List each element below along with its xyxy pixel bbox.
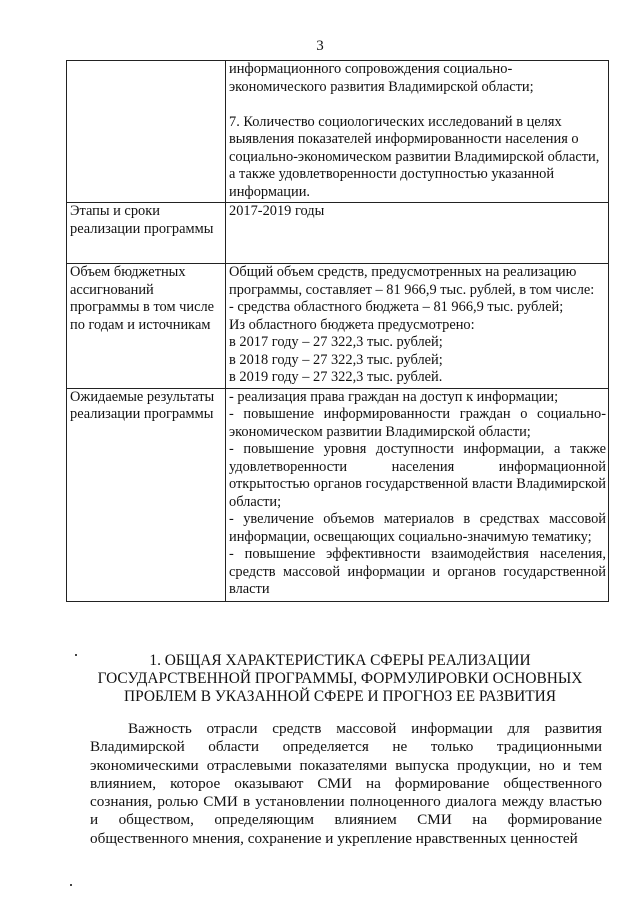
value-cell (226, 388, 609, 601)
label-cell (67, 61, 226, 203)
scan-speck (70, 884, 72, 886)
value-cell (226, 203, 609, 264)
table-row (67, 203, 609, 264)
section-heading: 1. ОБЩАЯ ХАРАКТЕРИСТИКА СФЕРЫ РЕАЛИЗАЦИИ ГОСУДАРСТВЕННОЙ ПРОГРАММЫ, ФОРМУЛИРОВКИ ОСНОВНЫХ ПРОБЛЕМ В УКАЗАННОЙ СФЕРЕ И ПРОГНОЗ ЕЕ РАЗВИТИЯ (97, 652, 583, 705)
row-value: 2017-2019 годы (229, 203, 325, 219)
program-passport-table (66, 60, 609, 602)
continuation-line: информационного сопровождения социально- (229, 61, 513, 77)
result-bullet: - повышение информированности граждан о социально-экономическом развитии Владимирской области; (229, 406, 606, 440)
indicator-item-7: 7. Количество социологических исследований в целях выявления показателей информированности населения о социально-экономическом развитии Владимирской области, а также удовлетворенности доступностью указанной информации. (229, 113, 600, 200)
row-label: Ожидаемые результаты реализации программы (70, 388, 215, 422)
result-bullet: - реализация права граждан на доступ к информации; (229, 388, 559, 405)
result-bullet: - повышение эффективности взаимодействия населения, средств массовой информации и органов государственной власти (229, 546, 606, 597)
funding-line: Общий объем средств, предусмотренных на реализацию программы, составляет – 81 966,9 тыс. рублей, в том числе: (229, 264, 595, 298)
scan-speck (75, 654, 77, 656)
label-cell (67, 388, 226, 601)
table-row (67, 264, 609, 389)
continuation-line: экономического развития Владимирской области; (229, 78, 534, 95)
funding-line: - средства областного бюджета – 81 966,9 тыс. рублей; (229, 299, 564, 315)
section-paragraph: Важность отрасли средств массовой информации для развития Владимирской области определяется не только традиционными экономическими отраслевыми показателями выпуска продукции, но и тем влиянием, которое оказывают СМИ на формирование общественного сознания, ролью СМИ в установлении полноценного диалога между властью и обществом, определяющим влиянием СМИ на формирование общественного мнения, сохранение и укрепление нравственных ценностей (90, 720, 602, 847)
label-cell (67, 264, 226, 389)
result-bullet: - повышение уровня доступности информации, а также удовлетворенности населения информационной открытостью органов государственной власти Владимирской области; (229, 441, 606, 510)
page-number: 3 (316, 38, 324, 54)
row-label: Объем бюджетных ассигнований программы в том числе по годам и источникам (70, 264, 215, 333)
table-row (67, 388, 609, 601)
funding-line: Из областного бюджета предусмотрено: (229, 316, 475, 333)
value-cell (226, 61, 609, 203)
funding-line: в 2017 году – 27 322,3 тыс. рублей; (229, 334, 443, 350)
label-cell (67, 203, 226, 264)
funding-line: в 2019 году – 27 322,3 тыс. рублей. (229, 369, 443, 385)
result-bullet: - увеличение объемов материалов в средствах массовой информации, освещающих социально-значимую тематику; (229, 511, 606, 545)
value-cell (226, 264, 609, 389)
spacer (229, 96, 606, 114)
table-row (67, 61, 609, 203)
row-label: Этапы и сроки реализации программы (70, 203, 214, 237)
funding-line: в 2018 году – 27 322,3 тыс. рублей; (229, 351, 443, 368)
